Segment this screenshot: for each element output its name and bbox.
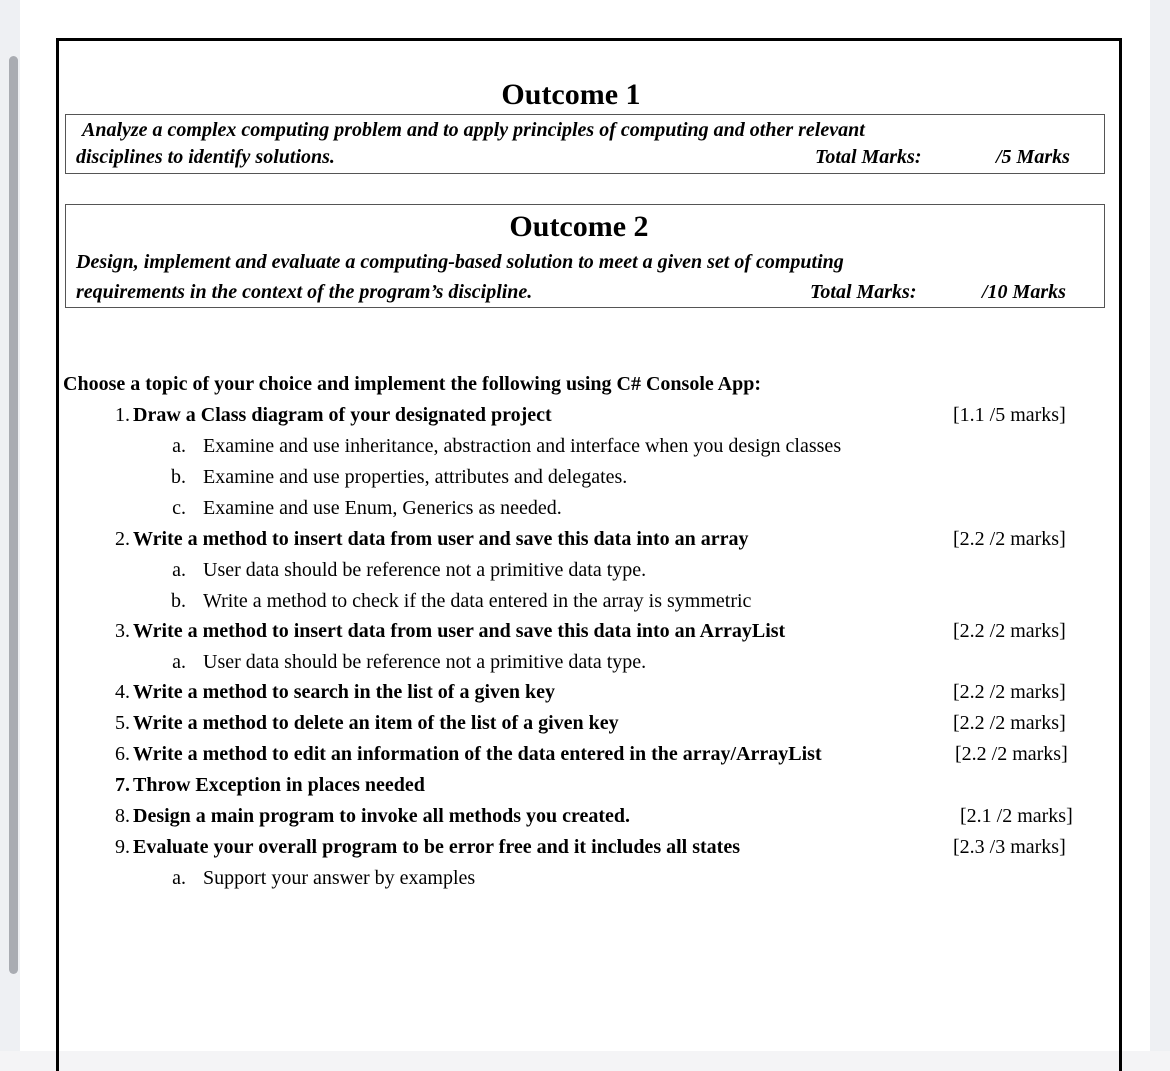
sub-item-letter: a. — [172, 435, 186, 457]
item-text: Evaluate your overall program to be error free and it includes all states — [133, 836, 740, 858]
sub-item-letter: b. — [171, 466, 186, 488]
list-item — [20, 681, 1150, 709]
list-item — [20, 743, 1150, 771]
outcome-1-title: Outcome 1 — [501, 78, 641, 111]
sub-item-letter: c. — [172, 497, 186, 519]
sub-list-item — [20, 590, 1150, 618]
outcome-1-description-line2: disciplines to identify solutions. — [76, 146, 335, 168]
sub-list-item — [20, 867, 1150, 895]
sub-item-text: User data should be reference not a primitive data type. — [203, 559, 647, 581]
outcome-1-description-line1: Analyze a complex computing problem and to apply principles of computing and other relevant — [82, 119, 865, 141]
item-number: 7. — [115, 774, 130, 796]
sub-list-item — [20, 497, 1150, 525]
item-text: Design a main program to invoke all methods you created. — [133, 805, 631, 827]
outcome-2-description-line1: Design, implement and evaluate a computing-based solution to meet a given set of computing — [76, 251, 844, 273]
item-text: Throw Exception in places needed — [133, 774, 425, 796]
sub-item-text: Examine and use inheritance, abstraction and interface when you design classes — [203, 435, 842, 457]
item-text: Draw a Class diagram of your designated project — [133, 404, 552, 426]
sub-item-text: Support your answer by examples — [203, 867, 476, 889]
item-number: 9. — [115, 836, 130, 858]
sub-item-letter: b. — [171, 590, 186, 612]
list-item — [20, 620, 1150, 648]
item-number: 5. — [115, 712, 130, 734]
outcome-2-total-label: Total Marks: — [810, 281, 917, 303]
item-marks: [1.1 /5 marks] — [953, 404, 1066, 426]
outcome-2-title: Outcome 2 — [509, 210, 649, 243]
item-marks: [2.2 /2 marks] — [953, 620, 1066, 642]
item-number: 2. — [115, 528, 130, 550]
sub-item-letter: a. — [172, 651, 186, 673]
sub-list-item — [20, 466, 1150, 494]
vertical-scrollbar[interactable] — [9, 56, 18, 974]
item-text: Write a method to search in the list of a given key — [133, 681, 556, 703]
outcome-2-total-value: /10 Marks — [982, 281, 1066, 303]
item-number: 4. — [115, 681, 130, 703]
list-item — [20, 404, 1150, 432]
item-text: Write a method to insert data from user and save this data into an ArrayList — [133, 620, 786, 642]
item-marks: [2.2 /2 marks] — [953, 528, 1066, 550]
sub-list-item — [20, 651, 1150, 679]
item-number: 1. — [115, 404, 130, 426]
document-page — [20, 0, 1150, 1051]
list-item — [20, 528, 1150, 556]
item-marks: [2.3 /3 marks] — [953, 836, 1066, 858]
outcome-2-box — [65, 204, 1105, 308]
item-marks: [2.1 /2 marks] — [960, 805, 1073, 827]
item-text: Write a method to edit an information of the data entered in the array/ArrayList — [133, 743, 822, 765]
sub-item-text: User data should be reference not a primitive data type. — [203, 651, 647, 673]
item-marks: [2.2 /2 marks] — [955, 743, 1068, 765]
outcome-1-total-value: /5 Marks — [996, 146, 1070, 168]
item-marks: [2.2 /2 marks] — [953, 712, 1066, 734]
list-item — [20, 712, 1150, 740]
sub-item-letter: a. — [172, 559, 186, 581]
sub-list-item — [20, 435, 1150, 463]
item-text: Write a method to insert data from user and save this data into an array — [133, 528, 749, 550]
list-item — [20, 774, 1150, 802]
sub-item-text: Examine and use Enum, Generics as needed. — [203, 497, 562, 519]
item-number: 6. — [115, 743, 130, 765]
outcome-1-total-label: Total Marks: — [815, 146, 922, 168]
sub-item-text: Write a method to check if the data entered in the array is symmetric — [203, 590, 752, 612]
list-item — [20, 805, 1150, 833]
item-marks: [2.2 /2 marks] — [953, 681, 1066, 703]
sub-item-text: Examine and use properties, attributes and delegates. — [203, 466, 628, 488]
sub-item-letter: a. — [172, 867, 186, 889]
item-number: 8. — [115, 805, 130, 827]
sub-list-item — [20, 559, 1150, 587]
item-number: 3. — [115, 620, 130, 642]
item-text: Write a method to delete an item of the list of a given key — [133, 712, 619, 734]
list-item — [20, 836, 1150, 864]
outcome-2-description-line2: requirements in the context of the program’s discipline. — [76, 281, 533, 303]
outcome-1-box — [65, 114, 1105, 174]
task-intro: Choose a topic of your choice and implement the following using C# Console App: — [63, 373, 762, 395]
